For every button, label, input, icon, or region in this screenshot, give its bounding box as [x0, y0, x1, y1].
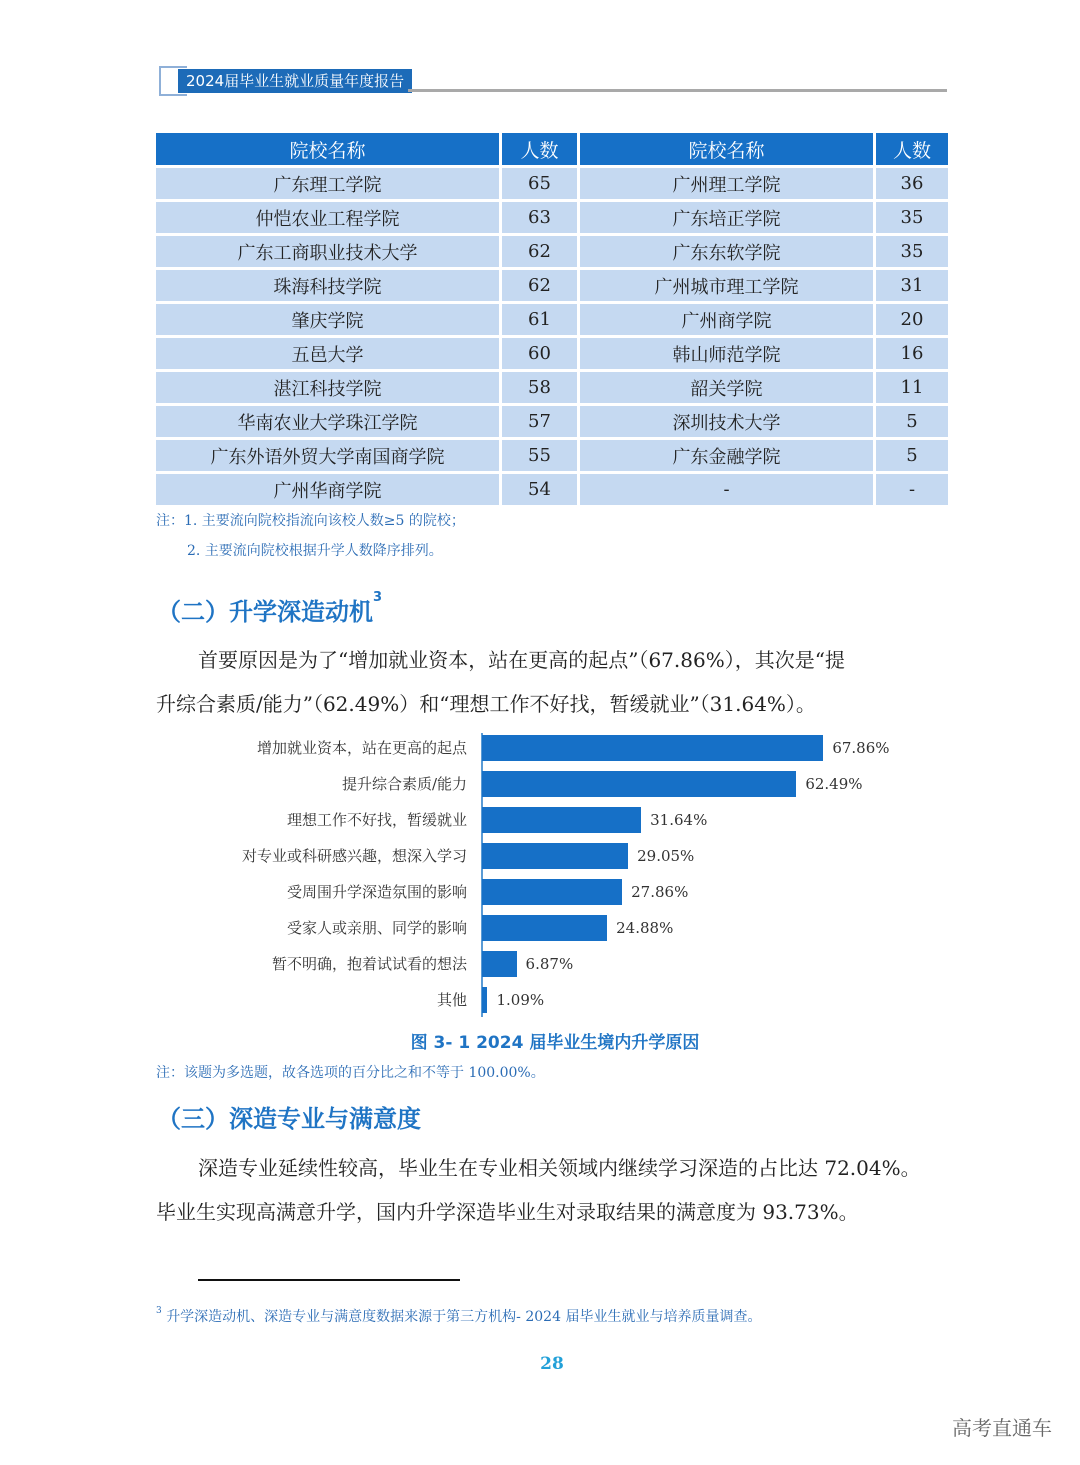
cell-count: 58	[502, 372, 577, 403]
cell-count: 62	[502, 270, 577, 301]
cell-school-name: 珠海科技学院	[156, 270, 499, 301]
cell-count: 63	[502, 202, 577, 233]
bar-category-label: 增加就业资本，站在更高的起点	[256, 739, 467, 757]
bar-category-label: 受周围升学深造氛围的影响	[286, 883, 467, 901]
cell-school-name-2: 韶关学院	[580, 372, 873, 403]
cell-count-2: 35	[876, 236, 948, 267]
cell-count: 60	[502, 338, 577, 369]
cell-school-name: 五邑大学	[156, 338, 499, 369]
bar-category-label: 提升综合素质/能力	[341, 775, 467, 793]
chart-bar-row	[0, 735, 1080, 761]
chart-bar-row	[0, 951, 1080, 977]
cell-count-2: -	[876, 474, 948, 505]
paragraph-line: 深造专业延续性较高，毕业生在专业相关领域内继续学习深造的占比达 72.04%。	[198, 1156, 921, 1180]
bar-category-label: 暂不明确，抱着试试看的想法	[271, 955, 467, 973]
report-title-tab: 2024届毕业生就业质量年度报告	[178, 69, 412, 93]
cell-count: 54	[502, 474, 577, 505]
bar-category-label: 其他	[436, 991, 467, 1009]
table-row	[156, 202, 948, 233]
footnote-mark: 3	[156, 1306, 162, 1316]
bar	[482, 735, 823, 761]
destination-schools-table	[153, 130, 951, 508]
chart-bar-row	[0, 915, 1080, 941]
table-row	[156, 168, 948, 199]
header-school-name-2: 院校名称	[580, 133, 873, 165]
chart-bar-row	[0, 879, 1080, 905]
bar-value-label: 1.09%	[496, 991, 545, 1009]
bar	[482, 843, 628, 869]
cell-count-2: 5	[876, 440, 948, 471]
table-row	[156, 406, 948, 437]
header-count: 人数	[502, 133, 577, 165]
chart-caption: 图 3- 1 2024 届毕业生境内升学原因	[410, 1033, 700, 1053]
bar-category-label: 对专业或科研感兴趣，想深入学习	[241, 847, 467, 865]
satisfaction-paragraph	[156, 1146, 956, 1234]
cell-school-name: 湛江科技学院	[156, 372, 499, 403]
cell-school-name-2: 广东东软学院	[580, 236, 873, 267]
table-row	[156, 440, 948, 471]
cell-count-2: 11	[876, 372, 948, 403]
bar-category-label: 理想工作不好找，暂缓就业	[286, 811, 467, 829]
cell-school-name: 仲恺农业工程学院	[156, 202, 499, 233]
cell-count: 61	[502, 304, 577, 335]
cell-count-2: 35	[876, 202, 948, 233]
bar	[482, 771, 796, 797]
footnote-divider	[198, 1279, 460, 1281]
cell-count: 55	[502, 440, 577, 471]
cell-school-name-2: 深圳技术大学	[580, 406, 873, 437]
cell-school-name: 肇庆学院	[156, 304, 499, 335]
cell-school-name: 广州华商学院	[156, 474, 499, 505]
motivation-paragraph	[156, 638, 956, 726]
section-heading-motivation	[157, 592, 382, 627]
table-row	[156, 474, 948, 505]
cell-school-name-2: 广东金融学院	[580, 440, 873, 471]
cell-count: 62	[502, 236, 577, 267]
header-school-name: 院校名称	[156, 133, 499, 165]
cell-count-2: 31	[876, 270, 948, 301]
paragraph-line: 升综合素质/能力”（62.49%）和“理想工作不好找，暂缓就业”（31.64%）。	[156, 692, 816, 716]
chart-bar-row	[0, 771, 1080, 797]
table-row	[156, 236, 948, 267]
cell-school-name: 广东工商职业技术大学	[156, 236, 499, 267]
bar	[482, 915, 607, 941]
bar-category-label: 受家人或亲朋、同学的影响	[286, 919, 467, 937]
cell-school-name: 广东理工学院	[156, 168, 499, 199]
bar-value-label: 29.05%	[637, 847, 695, 865]
cell-school-name: 广东外语外贸大学南国商学院	[156, 440, 499, 471]
cell-school-name-2: 广州城市理工学院	[580, 270, 873, 301]
footnote	[156, 1306, 761, 1326]
cell-count-2: 36	[876, 168, 948, 199]
footnote-text: 升学深造动机、深造专业与满意度数据来源于第三方机构- 2024 届毕业生就业与培养质量调查。	[166, 1309, 762, 1325]
cell-school-name-2: 广州商学院	[580, 304, 873, 335]
cell-count-2: 5	[876, 406, 948, 437]
chart-bar-row	[0, 987, 1080, 1013]
table-note-1: 注：1. 主要流向院校指流向该校人数≥5 的院校；	[156, 513, 465, 529]
footnote-ref[interactable]: 3	[373, 590, 383, 605]
table-row	[156, 372, 948, 403]
bar-value-label: 67.86%	[832, 739, 890, 757]
cell-count-2: 16	[876, 338, 948, 369]
bar-value-label: 31.64%	[650, 811, 708, 829]
table-row	[156, 270, 948, 301]
bar-value-label: 6.87%	[525, 955, 574, 973]
cell-count-2: 20	[876, 304, 948, 335]
table-header-row	[156, 133, 948, 165]
bar	[482, 879, 622, 905]
cell-count: 57	[502, 406, 577, 437]
cell-school-name-2: 韩山师范学院	[580, 338, 873, 369]
chart-bar-row	[0, 807, 1080, 833]
section-heading-satisfaction: （三）深造专业与满意度	[157, 1105, 421, 1133]
cell-school-name-2: 广东培正学院	[580, 202, 873, 233]
header-count-2: 人数	[876, 133, 948, 165]
bar	[482, 987, 487, 1013]
table-row	[156, 338, 948, 369]
bar-value-label: 24.88%	[616, 919, 674, 937]
bar	[482, 807, 641, 833]
bar	[482, 951, 517, 977]
chart-note: 注：该题为多选题，故各选项的百分比之和不等于 100.00%。	[156, 1065, 545, 1081]
watermark: 高考直通车	[952, 1416, 1052, 1440]
bar-value-label: 27.86%	[631, 883, 689, 901]
heading-text: （二）升学深造动机	[157, 598, 373, 626]
cell-school-name-2: 广州理工学院	[580, 168, 873, 199]
header-rule	[408, 89, 947, 92]
motivation-bar-chart	[0, 730, 1080, 1020]
paragraph-line: 首要原因是为了“增加就业资本，站在更高的起点”（67.86%），其次是“提	[198, 648, 845, 672]
page-number: 28	[540, 1354, 564, 1374]
table-note-2: 2. 主要流向院校根据升学人数降序排列。	[187, 543, 443, 559]
bar-value-label: 62.49%	[805, 775, 863, 793]
cell-school-name-2: -	[580, 474, 873, 505]
table-row	[156, 304, 948, 335]
paragraph-line: 毕业生实现高满意升学，国内升学深造毕业生对录取结果的满意度为 93.73%。	[156, 1200, 859, 1224]
cell-count: 65	[502, 168, 577, 199]
cell-school-name: 华南农业大学珠江学院	[156, 406, 499, 437]
chart-bar-row	[0, 843, 1080, 869]
